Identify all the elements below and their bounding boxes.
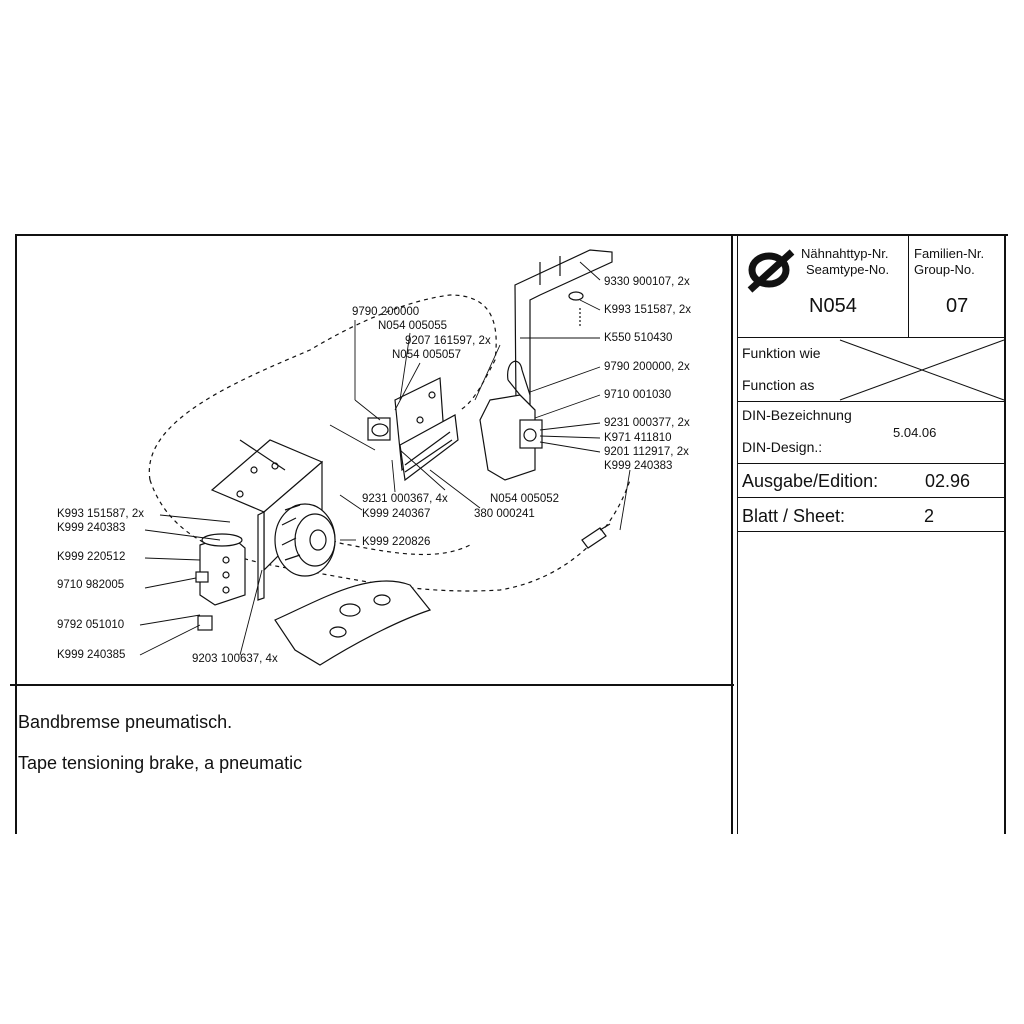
pulley	[275, 504, 335, 576]
part-label: K999 240385	[57, 649, 126, 661]
brake-plate	[368, 378, 458, 480]
edition-label: Ausgabe/Edition:	[742, 471, 879, 491]
part-label: K999 220826	[362, 536, 431, 548]
mounting-bracket	[515, 250, 612, 405]
seamtype-label-en: Seamtype-No.	[806, 262, 890, 277]
description-de: Bandbremse pneumatisch.	[18, 712, 233, 732]
part-label: 9201 112917, 2x	[604, 446, 689, 458]
din-label-de: DIN-Bezeichnung	[742, 407, 852, 423]
part-label: 9710 982005	[57, 579, 125, 591]
sheet-label: Blatt / Sheet:	[742, 506, 846, 526]
family-label-de: Familien-Nr.	[914, 246, 985, 261]
part-label: 9330 900107, 2x	[604, 276, 690, 288]
part-label: 9792 051010	[57, 619, 125, 631]
part-label: K999 220512	[57, 551, 126, 563]
function-label-en: Function as	[742, 377, 815, 393]
part-label: K999 240367	[362, 508, 431, 520]
family-label-en: Group-No.	[914, 262, 975, 277]
part-label: K999 240383	[57, 522, 126, 534]
valve	[196, 534, 245, 630]
part-label: 9231 000367, 4x	[362, 493, 448, 505]
part-label: K971 411810	[604, 432, 672, 444]
part-label: K999 240383	[604, 460, 673, 472]
part-label: K993 151587, 2x	[604, 304, 691, 316]
function-label-de: Funktion wie	[742, 345, 821, 361]
fitting	[582, 524, 610, 548]
edition-value: 02.96	[925, 471, 971, 491]
part-label: 380 000241	[474, 508, 535, 520]
seamtype-label-de: Nähnahttyp-Nr.	[801, 246, 889, 261]
sheet-value: 2	[924, 506, 935, 526]
part-label: N054 005052	[490, 493, 560, 505]
part-label: 9790 200000, 2x	[604, 361, 690, 373]
part-label: K550 510430	[604, 332, 673, 344]
part-label: K993 151587, 2x	[57, 508, 144, 520]
seamtype-value: N054	[809, 295, 857, 317]
part-label: N054 005055	[378, 320, 448, 332]
pneumatic-cylinder	[480, 361, 542, 480]
part-label: 9203 100637, 4x	[192, 653, 278, 665]
part-label: N054 005057	[392, 349, 462, 361]
tape-sheet	[275, 581, 430, 665]
part-label: 9207 161597, 2x	[405, 335, 491, 347]
din-value: 5.04.06	[893, 425, 937, 440]
description-en: Tape tensioning brake, a pneumatic	[18, 753, 303, 773]
part-label: 9790 200000	[352, 306, 420, 318]
part-label: 9231 000377, 2x	[604, 417, 690, 429]
group-value: 07	[946, 295, 969, 317]
part-label: 9710 001030	[604, 389, 672, 401]
din-label-en: DIN-Design.:	[742, 439, 823, 455]
